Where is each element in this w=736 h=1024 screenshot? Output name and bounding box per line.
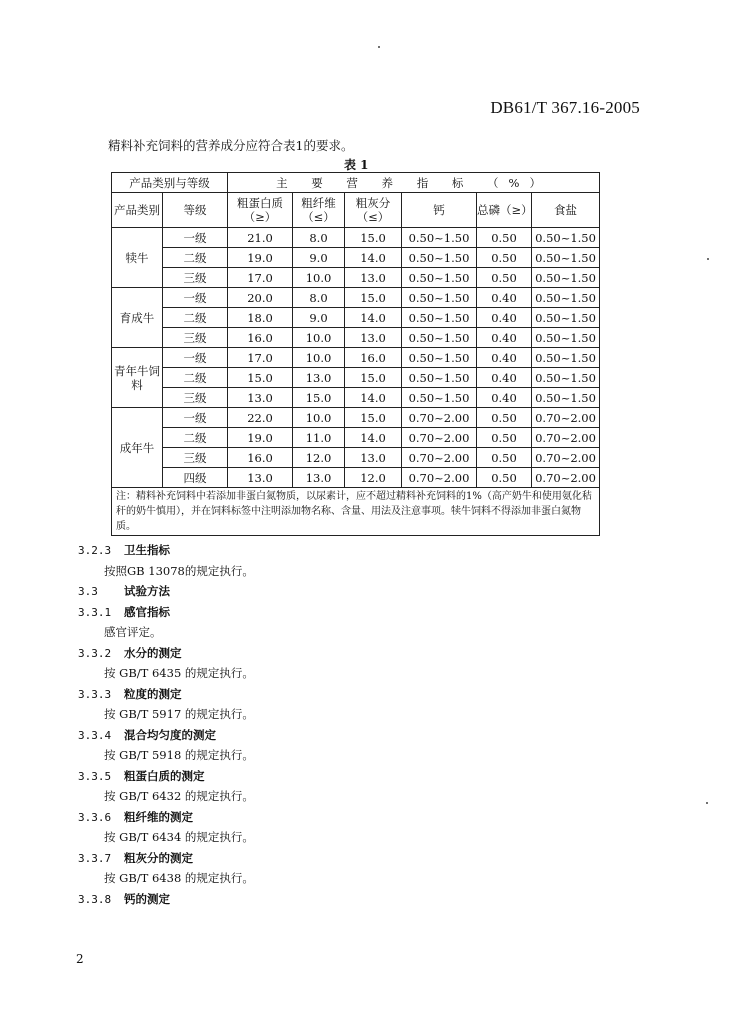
cell-salt: 0.50~1.50 bbox=[532, 248, 600, 268]
cell-crude-fiber: 13.0 bbox=[293, 468, 345, 488]
cell-crude-protein: 21.0 bbox=[228, 228, 293, 248]
section-body-text: 按 GB/T 6438 的规定执行。 bbox=[104, 871, 254, 885]
cell-crude-protein: 20.0 bbox=[228, 288, 293, 308]
cell-crude-protein: 18.0 bbox=[228, 308, 293, 328]
cell-total-phosphorus: 0.40 bbox=[477, 368, 532, 388]
table-row bbox=[112, 388, 600, 408]
section-body-text: 按 GB/T 5918 的规定执行。 bbox=[104, 748, 254, 762]
cell-crude-ash: 13.0 bbox=[345, 268, 402, 288]
cell-grade: 二级 bbox=[163, 248, 228, 268]
table-row bbox=[112, 448, 600, 468]
cell-crude-ash: 14.0 bbox=[345, 248, 402, 268]
cell-total-phosphorus: 0.40 bbox=[477, 388, 532, 408]
cell-calcium: 0.50~1.50 bbox=[402, 248, 477, 268]
cell-crude-protein: 22.0 bbox=[228, 408, 293, 428]
table-header-row-2 bbox=[112, 193, 600, 228]
scan-speck bbox=[706, 802, 708, 804]
section-number: 3.3.7 bbox=[78, 851, 112, 865]
cell-crude-ash: 15.0 bbox=[345, 368, 402, 388]
cell-grade: 四级 bbox=[163, 468, 228, 488]
section-title: 试验方法 bbox=[124, 584, 170, 598]
cell-crude-ash: 14.0 bbox=[345, 388, 402, 408]
section-heading bbox=[78, 807, 678, 828]
cell-calcium: 0.50~1.50 bbox=[402, 368, 477, 388]
cell-total-phosphorus: 0.50 bbox=[477, 408, 532, 428]
cell-salt: 0.70~2.00 bbox=[532, 428, 600, 448]
section-heading bbox=[78, 889, 678, 910]
cell-crude-fiber: 10.0 bbox=[293, 328, 345, 348]
section-title: 粗纤维的测定 bbox=[124, 809, 193, 824]
table-row bbox=[112, 468, 600, 488]
intro-paragraph: 精料补充饲料的营养成分应符合表1的要求。 bbox=[108, 138, 354, 153]
cell-grade: 一级 bbox=[163, 348, 228, 368]
section-number: 3.2.3 bbox=[78, 544, 112, 557]
cell-calcium: 0.50~1.50 bbox=[402, 288, 477, 308]
header-main-nutrients: 主 要 营 养 指 标 （%） bbox=[228, 173, 600, 193]
section-heading bbox=[78, 684, 678, 705]
cell-total-phosphorus: 0.50 bbox=[477, 448, 532, 468]
section-number: 3.3.6 bbox=[78, 810, 112, 824]
cell-grade: 一级 bbox=[163, 408, 228, 428]
cell-total-phosphorus: 0.50 bbox=[477, 468, 532, 488]
cell-salt: 0.50~1.50 bbox=[532, 348, 600, 368]
cell-crude-fiber: 12.0 bbox=[293, 448, 345, 468]
header-crude-fiber: 粗纤维（≤） bbox=[293, 193, 345, 228]
table-title: 表 1 bbox=[344, 158, 369, 172]
cell-category: 青年牛饲料 bbox=[112, 348, 163, 408]
cell-crude-protein: 15.0 bbox=[228, 368, 293, 388]
section-title: 水分的测定 bbox=[124, 645, 182, 660]
table-row bbox=[112, 348, 600, 368]
cell-grade: 二级 bbox=[163, 308, 228, 328]
cell-salt: 0.70~2.00 bbox=[532, 448, 600, 468]
table-row bbox=[112, 428, 600, 448]
cell-salt: 0.50~1.50 bbox=[532, 288, 600, 308]
cell-category: 育成牛 bbox=[112, 288, 163, 348]
table-row bbox=[112, 248, 600, 268]
cell-crude-fiber: 8.0 bbox=[293, 228, 345, 248]
cell-total-phosphorus: 0.40 bbox=[477, 288, 532, 308]
cell-total-phosphorus: 0.40 bbox=[477, 328, 532, 348]
section-body-text: 按 GB/T 6434 的规定执行。 bbox=[104, 830, 254, 844]
section-body-text: 按 GB/T 5917 的规定执行。 bbox=[104, 707, 254, 721]
table-row bbox=[112, 328, 600, 348]
section-body-text: 按 GB/T 6432 的规定执行。 bbox=[104, 789, 254, 803]
table-note-row bbox=[112, 488, 600, 536]
cell-grade: 一级 bbox=[163, 228, 228, 248]
section-title: 感官指标 bbox=[124, 604, 170, 619]
cell-salt: 0.50~1.50 bbox=[532, 388, 600, 408]
table-header-row-1 bbox=[112, 173, 600, 193]
section-title: 粒度的测定 bbox=[124, 686, 182, 701]
cell-total-phosphorus: 0.40 bbox=[477, 348, 532, 368]
cell-calcium: 0.70~2.00 bbox=[402, 428, 477, 448]
cell-crude-protein: 17.0 bbox=[228, 348, 293, 368]
section-heading bbox=[78, 848, 678, 869]
cell-crude-ash: 13.0 bbox=[345, 448, 402, 468]
section-heading bbox=[78, 581, 678, 602]
cell-grade: 二级 bbox=[163, 428, 228, 448]
cell-crude-protein: 19.0 bbox=[228, 248, 293, 268]
section-title: 粗灰分的测定 bbox=[124, 850, 193, 865]
section-number: 3.3.2 bbox=[78, 646, 112, 660]
cell-crude-protein: 13.0 bbox=[228, 388, 293, 408]
cell-crude-protein: 19.0 bbox=[228, 428, 293, 448]
section-title: 钙的测定 bbox=[124, 891, 170, 906]
table-row bbox=[112, 268, 600, 288]
cell-crude-ash: 12.0 bbox=[345, 468, 402, 488]
section-body-text: 按 GB/T 6435 的规定执行。 bbox=[104, 666, 254, 680]
section-heading bbox=[78, 725, 678, 746]
table-row bbox=[112, 228, 600, 248]
document-code: DB61/T 367.16-2005 bbox=[490, 98, 640, 117]
section-heading bbox=[78, 602, 678, 623]
cell-category: 犊牛 bbox=[112, 228, 163, 288]
section-heading bbox=[78, 540, 678, 561]
cell-crude-ash: 14.0 bbox=[345, 308, 402, 328]
cell-salt: 0.50~1.50 bbox=[532, 368, 600, 388]
cell-grade: 三级 bbox=[163, 448, 228, 468]
header-crude-ash: 粗灰分（≤） bbox=[345, 193, 402, 228]
header-grade: 等级 bbox=[163, 193, 228, 228]
section-body-text: 按照GB 13078的规定执行。 bbox=[104, 563, 254, 578]
cell-crude-fiber: 8.0 bbox=[293, 288, 345, 308]
cell-total-phosphorus: 0.50 bbox=[477, 228, 532, 248]
section-heading bbox=[78, 643, 678, 664]
section-number: 3.3.5 bbox=[78, 769, 112, 783]
cell-crude-ash: 14.0 bbox=[345, 428, 402, 448]
scan-speck bbox=[707, 258, 709, 260]
cell-crude-protein: 16.0 bbox=[228, 448, 293, 468]
nutrient-table bbox=[111, 172, 600, 536]
cell-crude-fiber: 9.0 bbox=[293, 308, 345, 328]
cell-calcium: 0.50~1.50 bbox=[402, 228, 477, 248]
cell-crude-ash: 15.0 bbox=[345, 288, 402, 308]
cell-calcium: 0.50~1.50 bbox=[402, 348, 477, 368]
section-number: 3.3.3 bbox=[78, 687, 112, 701]
section-number: 3.3.4 bbox=[78, 728, 112, 742]
cell-calcium: 0.50~1.50 bbox=[402, 328, 477, 348]
header-category-grade: 产品类别与等级 bbox=[112, 173, 228, 193]
header-crude-protein: 粗蛋白质（≥） bbox=[228, 193, 293, 228]
cell-total-phosphorus: 0.40 bbox=[477, 308, 532, 328]
test-method-sections bbox=[78, 540, 678, 909]
cell-salt: 0.70~2.00 bbox=[532, 468, 600, 488]
cell-crude-protein: 17.0 bbox=[228, 268, 293, 288]
cell-grade: 三级 bbox=[163, 388, 228, 408]
section-title: 混合均匀度的测定 bbox=[124, 727, 216, 742]
cell-crude-ash: 15.0 bbox=[345, 408, 402, 428]
cell-calcium: 0.50~1.50 bbox=[402, 388, 477, 408]
cell-crude-fiber: 9.0 bbox=[293, 248, 345, 268]
cell-crude-ash: 16.0 bbox=[345, 348, 402, 368]
cell-total-phosphorus: 0.50 bbox=[477, 248, 532, 268]
cell-salt: 0.50~1.50 bbox=[532, 268, 600, 288]
cell-crude-fiber: 10.0 bbox=[293, 348, 345, 368]
table-row bbox=[112, 308, 600, 328]
cell-crude-fiber: 10.0 bbox=[293, 268, 345, 288]
table-row bbox=[112, 288, 600, 308]
cell-calcium: 0.70~2.00 bbox=[402, 448, 477, 468]
cell-salt: 0.70~2.00 bbox=[532, 408, 600, 428]
cell-category: 成年牛 bbox=[112, 408, 163, 488]
page-number: 2 bbox=[76, 952, 84, 966]
cell-grade: 三级 bbox=[163, 268, 228, 288]
cell-grade: 三级 bbox=[163, 328, 228, 348]
cell-salt: 0.50~1.50 bbox=[532, 328, 600, 348]
cell-grade: 一级 bbox=[163, 288, 228, 308]
cell-calcium: 0.70~2.00 bbox=[402, 468, 477, 488]
section-heading bbox=[78, 766, 678, 787]
section-number: 3.3.1 bbox=[78, 605, 112, 619]
cell-calcium: 0.50~1.50 bbox=[402, 308, 477, 328]
table-note: 注：精料补充饲料中若添加非蛋白氮物质，以尿素计，应不超过精料补充饲料的1%（高产奶牛和使用氨化秸秆的奶牛慎用），并在饲料标签中注明添加物名称、含量、用法及注意事项。犊牛饲料不得添加非蛋白氮物质。 bbox=[112, 488, 600, 536]
cell-calcium: 0.70~2.00 bbox=[402, 408, 477, 428]
cell-grade: 二级 bbox=[163, 368, 228, 388]
cell-calcium: 0.50~1.50 bbox=[402, 268, 477, 288]
section-title: 粗蛋白质的测定 bbox=[124, 768, 205, 783]
section-number: 3.3 bbox=[78, 585, 98, 598]
cell-crude-fiber: 10.0 bbox=[293, 408, 345, 428]
cell-total-phosphorus: 0.50 bbox=[477, 268, 532, 288]
cell-salt: 0.50~1.50 bbox=[532, 308, 600, 328]
section-body-text: 感官评定。 bbox=[104, 625, 162, 639]
cell-crude-fiber: 11.0 bbox=[293, 428, 345, 448]
header-calcium: 钙 bbox=[402, 193, 477, 228]
cell-salt: 0.50~1.50 bbox=[532, 228, 600, 248]
nutrient-table-wrapper bbox=[111, 172, 599, 536]
cell-crude-fiber: 13.0 bbox=[293, 368, 345, 388]
cell-crude-protein: 16.0 bbox=[228, 328, 293, 348]
table-row bbox=[112, 368, 600, 388]
header-category: 产品类别 bbox=[112, 193, 163, 228]
cell-crude-ash: 13.0 bbox=[345, 328, 402, 348]
header-salt: 食盐 bbox=[532, 193, 600, 228]
table-row bbox=[112, 408, 600, 428]
cell-crude-ash: 15.0 bbox=[345, 228, 402, 248]
header-total-phosphorus: 总磷（≥） bbox=[477, 193, 532, 228]
cell-total-phosphorus: 0.50 bbox=[477, 428, 532, 448]
scan-speck bbox=[378, 46, 380, 48]
cell-crude-protein: 13.0 bbox=[228, 468, 293, 488]
section-title: 卫生指标 bbox=[124, 543, 170, 557]
cell-crude-fiber: 15.0 bbox=[293, 388, 345, 408]
section-number: 3.3.8 bbox=[78, 892, 112, 906]
